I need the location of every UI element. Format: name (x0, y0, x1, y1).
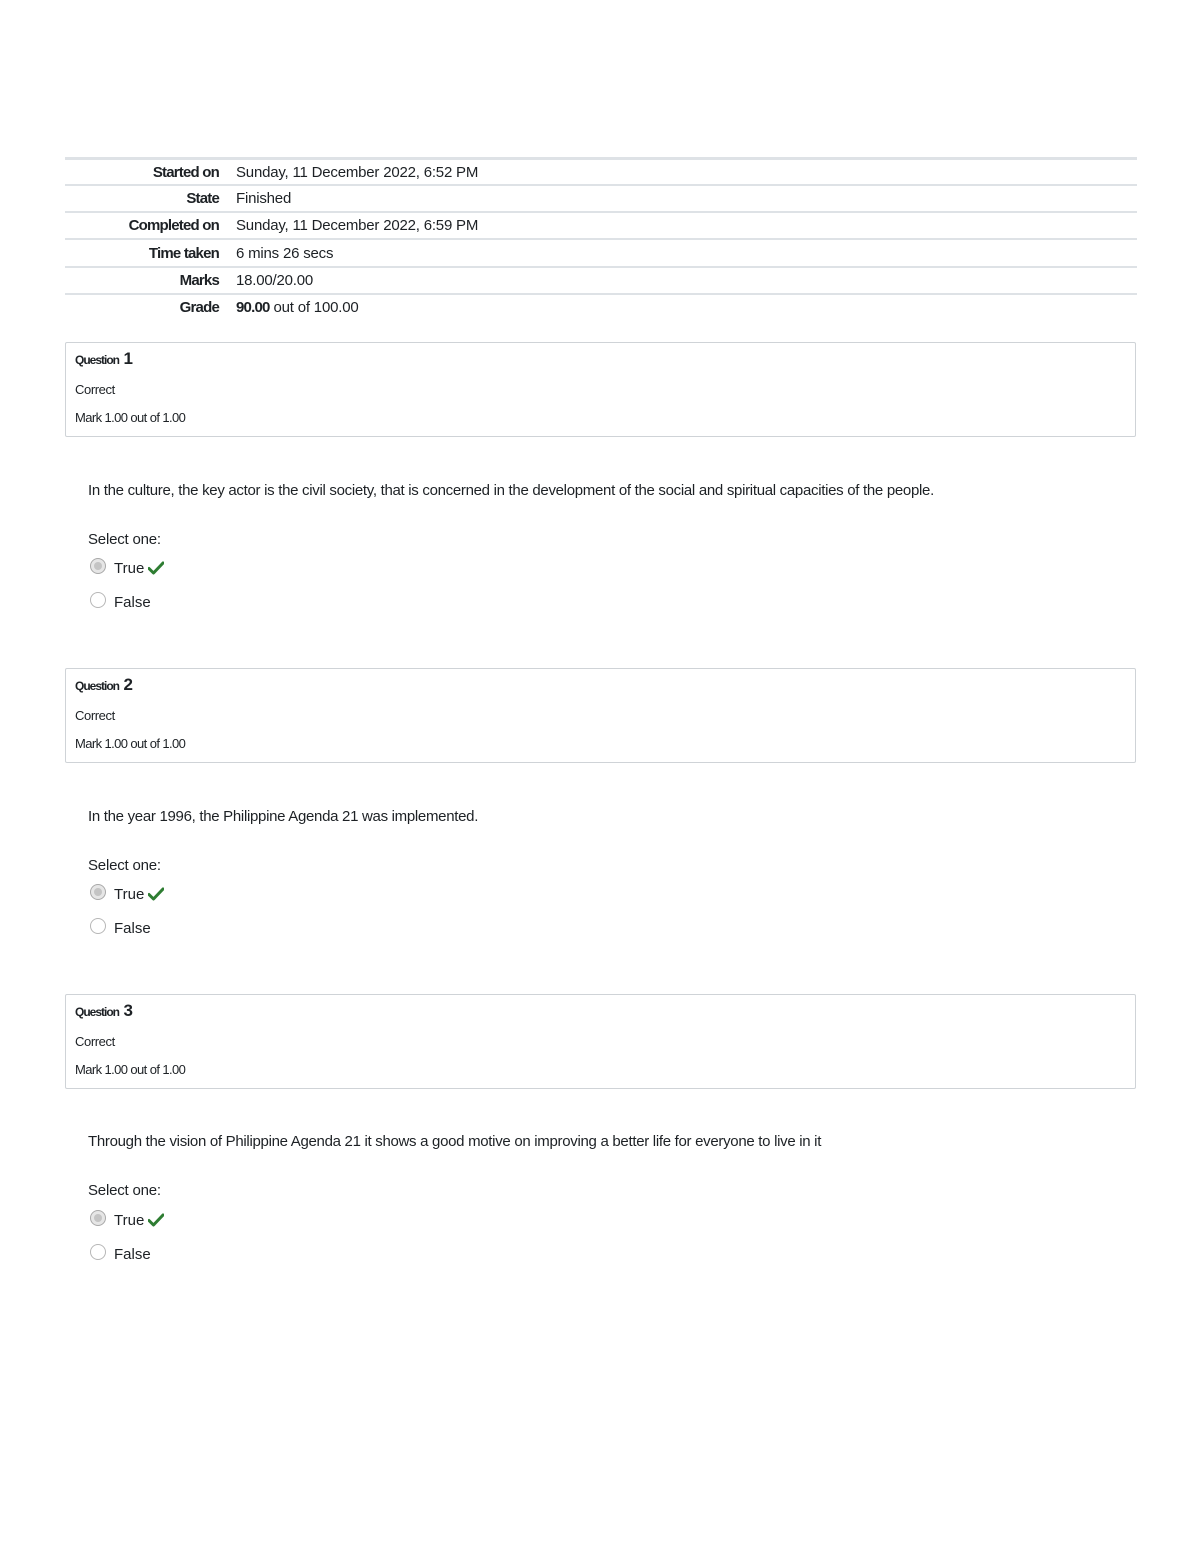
check-icon (148, 887, 164, 901)
option-label: True (114, 885, 145, 903)
radio-button[interactable] (90, 918, 106, 934)
question-state: Correct (75, 708, 115, 723)
summary-label: Started on (152, 163, 219, 181)
grade-score: 90.00 (236, 299, 270, 316)
summary-value (236, 299, 359, 316)
summary-label: Marks (179, 272, 219, 289)
question-mark: Mark 1.00 out of 1.00 (75, 736, 186, 751)
summary-value: Finished (236, 190, 292, 207)
summary-label: Completed on (128, 217, 219, 234)
summary-label: Grade (179, 299, 219, 316)
check-icon (148, 1213, 164, 1227)
summary-value: 18.00/20.00 (236, 272, 314, 289)
answer-option-false[interactable] (90, 917, 151, 939)
option-label: True (114, 559, 145, 577)
option-label: True (114, 1211, 145, 1229)
question-text: In the year 1996, the Philippine Agenda 21 was implemented. (88, 808, 479, 825)
radio-button[interactable] (90, 1244, 106, 1260)
answer-option-true[interactable] (90, 1209, 164, 1231)
summary-value: Sunday, 11 December 2022, 6:59 PM (236, 217, 479, 234)
summary-value: 6 mins 26 secs (236, 244, 334, 262)
question-state: Correct (75, 382, 115, 397)
attempt-summary-table (65, 157, 1137, 320)
question-number: Question 1 (75, 349, 133, 368)
question-number: Question 3 (75, 1001, 133, 1020)
question-number: Question 2 (75, 675, 133, 694)
question-info-box (65, 668, 1136, 763)
radio-button-checked[interactable] (90, 884, 106, 900)
summary-value: Sunday, 11 December 2022, 6:52 PM (236, 163, 479, 181)
summary-label: State (186, 190, 219, 207)
grade-suffix: out of 100.00 (273, 299, 359, 316)
question-info-box (65, 342, 1136, 437)
summary-row-grade (65, 293, 1137, 320)
select-one-prompt: Select one: (88, 531, 161, 548)
summary-row-state (65, 184, 1137, 211)
summary-row-time-taken (65, 238, 1137, 266)
question-mark: Mark 1.00 out of 1.00 (75, 410, 186, 425)
answer-option-false[interactable] (90, 591, 151, 613)
answer-option-false[interactable] (90, 1243, 151, 1265)
summary-row-started-on (65, 157, 1137, 184)
question-state: Correct (75, 1034, 115, 1049)
answer-option-true[interactable] (90, 883, 164, 905)
check-icon (148, 561, 164, 575)
select-one-prompt: Select one: (88, 1182, 161, 1199)
question-mark: Mark 1.00 out of 1.00 (75, 1062, 186, 1077)
summary-label: Time taken (148, 244, 219, 262)
summary-row-completed-on (65, 211, 1137, 238)
radio-button-checked[interactable] (90, 1210, 106, 1226)
answer-option-true[interactable] (90, 557, 164, 579)
summary-row-marks (65, 266, 1137, 293)
option-label: False (114, 919, 151, 937)
option-label: False (114, 1245, 151, 1263)
option-label: False (114, 593, 151, 611)
question-text: Through the vision of Philippine Agenda 21 it shows a good motive on improving a better life for everyone to live in it (88, 1133, 822, 1150)
select-one-prompt: Select one: (88, 857, 161, 874)
question-info-box (65, 994, 1136, 1089)
question-text: In the culture, the key actor is the civil society, that is concerned in the development of the social and spiritual capacities of the people. (88, 482, 934, 499)
radio-button[interactable] (90, 592, 106, 608)
radio-button-checked[interactable] (90, 558, 106, 574)
